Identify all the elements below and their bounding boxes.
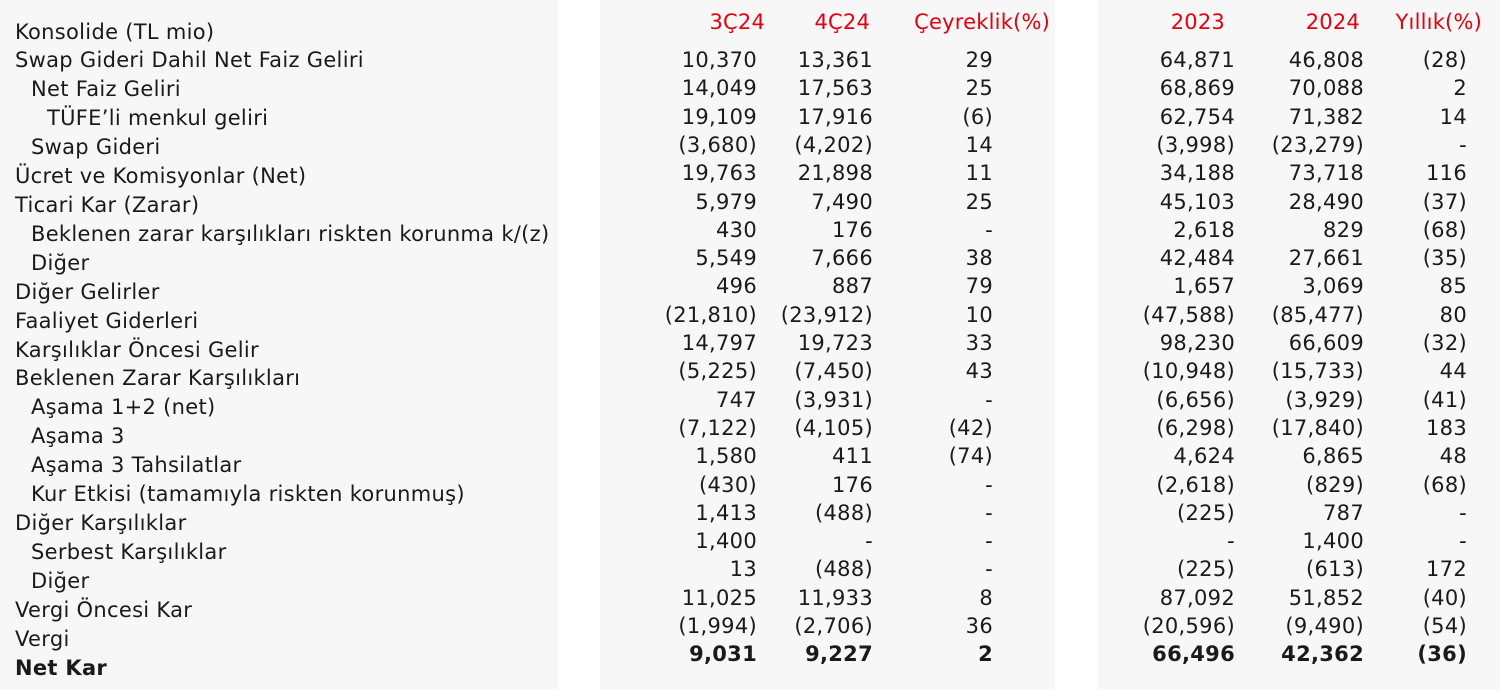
row-label: Net Faiz Geliri xyxy=(31,76,181,101)
value-quarterly-change: 14 xyxy=(965,132,993,157)
value-annual-change: 116 xyxy=(1426,161,1467,186)
value-annual-change: 14 xyxy=(1439,104,1467,129)
value-3q24: (7,122) xyxy=(678,415,757,440)
row-label: Diğer Gelirler xyxy=(15,279,160,304)
value-quarterly-change: 11 xyxy=(965,161,993,186)
row-label: Aşama 3 Tahsilatlar xyxy=(31,453,242,478)
value-2024: (9,490) xyxy=(1285,614,1364,638)
value-3q24: (5,225) xyxy=(678,359,757,384)
row-label: Net Kar xyxy=(15,655,108,680)
value-annual-change: 183 xyxy=(1426,415,1467,440)
row-label: Ticari Kar (Zarar) xyxy=(15,192,200,217)
value-annual-change: (68) xyxy=(1422,472,1467,497)
value-3q24: (430) xyxy=(699,472,757,497)
value-3q24: 5,549 xyxy=(695,246,757,271)
header-2024: 2024 xyxy=(1305,10,1360,34)
row-label: Serbest Karşılıklar xyxy=(31,540,227,565)
value-2024: 1,400 xyxy=(1302,529,1364,554)
value-2024: (613) xyxy=(1306,557,1364,582)
value-quarterly-change: (74) xyxy=(948,444,993,469)
value-quarterly-change: - xyxy=(985,472,993,497)
value-quarterly-change: 25 xyxy=(965,76,993,101)
value-2024: 42,362 xyxy=(1281,642,1364,667)
value-annual-change: (36) xyxy=(1417,642,1467,667)
value-2023: 42,484 xyxy=(1159,246,1235,271)
value-4q24: (23,912) xyxy=(780,302,873,327)
value-annual-change: (32) xyxy=(1422,331,1467,355)
value-4q24: 17,916 xyxy=(797,104,873,129)
row-label: Diğer xyxy=(31,250,90,275)
row-label: Vergi Öncesi Kar xyxy=(15,598,193,623)
value-2023: 34,188 xyxy=(1159,161,1235,186)
value-3q24: (3,680) xyxy=(678,132,757,157)
row-label: Aşama 1+2 (net) xyxy=(31,395,216,420)
row-label: Karşılıklar Öncesi Gelir xyxy=(15,337,259,362)
header-2023: 2023 xyxy=(1170,10,1225,34)
value-3q24: 1,413 xyxy=(695,500,757,525)
value-2024: 71,382 xyxy=(1288,104,1364,129)
value-3q24: 5,979 xyxy=(695,189,757,214)
value-annual-change: (28) xyxy=(1422,48,1467,72)
value-quarterly-change: - xyxy=(985,529,993,554)
row-label: Swap Gideri Dahil Net Faiz Geliri xyxy=(15,48,364,72)
value-2023: (2,618) xyxy=(1156,472,1235,497)
value-annual-change: 172 xyxy=(1426,557,1467,582)
value-2023: (20,596) xyxy=(1142,614,1235,638)
value-4q24: 176 xyxy=(832,472,873,497)
value-annual-change: 2 xyxy=(1453,76,1467,101)
value-4q24: 17,563 xyxy=(797,76,873,101)
value-2024: (23,279) xyxy=(1271,132,1364,157)
value-2023: 66,496 xyxy=(1152,642,1235,667)
row-label: Faaliyet Giderleri xyxy=(15,308,199,333)
row-label: Diğer xyxy=(31,569,90,594)
value-quarterly-change: - xyxy=(985,500,993,525)
value-2023: 68,869 xyxy=(1159,76,1235,101)
value-2024: 66,609 xyxy=(1288,331,1364,355)
value-annual-change: - xyxy=(1459,529,1467,554)
value-2023: 1,657 xyxy=(1173,274,1235,299)
value-annual-change: (40) xyxy=(1422,585,1467,610)
value-4q24: 13,361 xyxy=(797,48,873,72)
value-4q24: (4,105) xyxy=(794,415,873,440)
row-label: Diğer Karşılıklar xyxy=(15,511,187,536)
value-quarterly-change: 2 xyxy=(978,642,993,667)
value-4q24: (488) xyxy=(815,557,873,582)
value-quarterly-change: 43 xyxy=(965,359,993,384)
row-label: Vergi xyxy=(15,627,70,651)
value-2023: 98,230 xyxy=(1159,331,1235,355)
row-label: Ücret ve Komisyonlar (Net) xyxy=(15,163,307,188)
value-2024: 51,852 xyxy=(1288,585,1364,610)
value-3q24: 14,049 xyxy=(681,76,757,101)
value-quarterly-change: 38 xyxy=(965,246,993,271)
value-quarterly-change: (6) xyxy=(962,104,993,129)
value-2024: 3,069 xyxy=(1302,274,1364,299)
value-2023: (225) xyxy=(1177,500,1235,525)
header-quarterly-change: Çeyreklik(%) xyxy=(914,10,1050,34)
value-3q24: 9,031 xyxy=(689,642,757,667)
value-3q24: 10,370 xyxy=(681,48,757,72)
header-annual-change: Yıllık(%) xyxy=(1395,10,1482,34)
row-label: Aşama 3 xyxy=(31,424,125,449)
value-annual-change: 48 xyxy=(1439,444,1467,469)
row-label: Swap Gideri xyxy=(31,134,161,159)
value-4q24: 11,933 xyxy=(797,585,873,610)
value-4q24: 7,666 xyxy=(811,246,873,271)
value-quarterly-change: 8 xyxy=(979,585,993,610)
value-3q24: 747 xyxy=(716,387,757,412)
value-annual-change: (54) xyxy=(1422,614,1467,638)
row-label: TÜFE’li menkul geliri xyxy=(47,105,269,130)
value-4q24: 7,490 xyxy=(811,189,873,214)
value-4q24: 9,227 xyxy=(805,642,873,667)
value-3q24: (21,810) xyxy=(664,302,757,327)
value-annual-change: (68) xyxy=(1422,217,1467,242)
value-3q24: 19,763 xyxy=(681,161,757,186)
value-2024: (3,929) xyxy=(1285,387,1364,412)
value-annual-change: 44 xyxy=(1439,359,1467,384)
value-3q24: 13 xyxy=(729,557,757,582)
value-quarterly-change: 36 xyxy=(965,614,993,638)
value-2024: (15,733) xyxy=(1271,359,1364,384)
header-4q24: 4Ç24 xyxy=(814,10,870,34)
value-4q24: (7,450) xyxy=(794,359,873,384)
value-quarterly-change: 79 xyxy=(965,274,993,299)
value-2023: 87,092 xyxy=(1159,585,1235,610)
value-2024: (17,840) xyxy=(1271,415,1364,440)
value-2024: (829) xyxy=(1306,472,1364,497)
value-quarterly-change: (42) xyxy=(948,415,993,440)
value-annual-change: 85 xyxy=(1439,274,1467,299)
value-3q24: 14,797 xyxy=(681,331,757,355)
value-2023: 64,871 xyxy=(1159,48,1235,72)
value-2024: 829 xyxy=(1323,217,1364,242)
value-4q24: (488) xyxy=(815,500,873,525)
value-annual-change: (37) xyxy=(1422,189,1467,214)
value-2023: (225) xyxy=(1177,557,1235,582)
value-4q24: 411 xyxy=(832,444,873,469)
value-4q24: 19,723 xyxy=(797,331,873,355)
value-2024: 6,865 xyxy=(1302,444,1364,469)
value-3q24: 1,400 xyxy=(695,529,757,554)
value-quarterly-change: - xyxy=(985,217,993,242)
value-2024: 73,718 xyxy=(1288,161,1364,186)
value-2024: 46,808 xyxy=(1288,48,1364,72)
value-4q24: (3,931) xyxy=(794,387,873,412)
value-2023: (47,588) xyxy=(1142,302,1235,327)
value-quarterly-change: 10 xyxy=(965,302,993,327)
value-quarterly-change: 25 xyxy=(965,189,993,214)
value-2023: 2,618 xyxy=(1173,217,1235,242)
value-2023: 62,754 xyxy=(1159,104,1235,129)
value-3q24: 11,025 xyxy=(681,585,757,610)
value-2023: (6,298) xyxy=(1156,415,1235,440)
value-3q24: 496 xyxy=(716,274,757,299)
value-2023: (6,656) xyxy=(1156,387,1235,412)
value-annual-change: (41) xyxy=(1422,387,1467,412)
value-annual-change: - xyxy=(1459,500,1467,525)
value-2024: 787 xyxy=(1323,500,1364,525)
header-3q24: 3Ç24 xyxy=(709,10,765,34)
value-3q24: (1,994) xyxy=(678,614,757,638)
table-title: Konsolide (TL mio) xyxy=(15,20,215,44)
value-2023: (3,998) xyxy=(1156,132,1235,157)
value-annual-change: - xyxy=(1459,132,1467,157)
value-quarterly-change: 29 xyxy=(965,48,993,72)
value-2023: 4,624 xyxy=(1173,444,1235,469)
value-3q24: 1,580 xyxy=(695,444,757,469)
value-4q24: 176 xyxy=(832,217,873,242)
value-annual-change: 80 xyxy=(1439,302,1467,327)
value-4q24: (2,706) xyxy=(794,614,873,638)
value-2024: 28,490 xyxy=(1288,189,1364,214)
row-label: Beklenen Zarar Karşılıkları xyxy=(15,366,301,391)
value-quarterly-change: - xyxy=(985,557,993,582)
value-2024: 70,088 xyxy=(1288,76,1364,101)
value-2024: 27,661 xyxy=(1288,246,1364,271)
value-2024: (85,477) xyxy=(1271,302,1364,327)
row-label: Beklenen zarar karşılıkları riskten korunma k/(z) xyxy=(31,221,550,246)
row-label: Kur Etkisi (tamamıyla riskten korunmuş) xyxy=(31,482,465,507)
value-4q24: 21,898 xyxy=(797,161,873,186)
value-quarterly-change: - xyxy=(985,387,993,412)
value-3q24: 430 xyxy=(716,217,757,242)
value-2023: - xyxy=(1227,529,1235,554)
value-4q24: (4,202) xyxy=(794,132,873,157)
value-2023: (10,948) xyxy=(1142,359,1235,384)
value-quarterly-change: 33 xyxy=(965,331,993,355)
value-annual-change: (35) xyxy=(1422,246,1467,271)
value-2023: 45,103 xyxy=(1159,189,1235,214)
value-4q24: 887 xyxy=(832,274,873,299)
value-4q24: - xyxy=(865,529,873,554)
value-3q24: 19,109 xyxy=(681,104,757,129)
